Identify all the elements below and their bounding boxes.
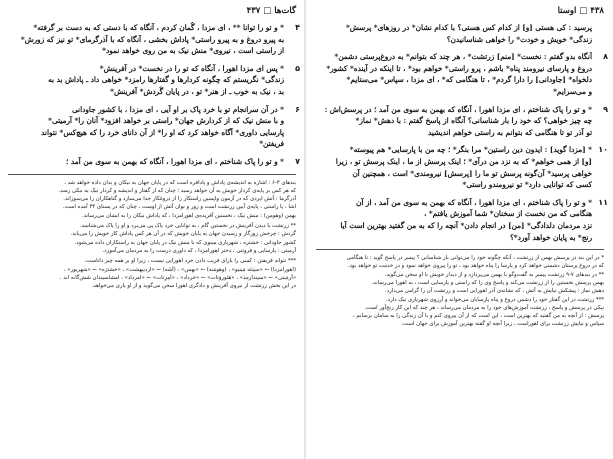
verse-number: ۷ [295, 156, 300, 166]
verse-line: * [مزدا گوید] : ایدون دین راستین* مرا بنگر* ؛ چه من با پارسایی* هم پیوسته* [349, 145, 592, 155]
page-body [8, 22, 300, 290]
verse-block [8, 63, 300, 98]
verse-line: پارسایی داوری* آگاه خواهد کرد که او را* از آن دانای خرد را که هیچ‌کس* نتواند [41, 127, 284, 137]
verse-line: رنج* به پایان خواهد آورد*؟ [509, 232, 592, 242]
footnote-line: نیکی در پرسش و پاسخ ، زرتشت آموزش‌های خود را به مردمان می‌رساند ، هر چند که این کار رنج‌آور است. [364, 304, 604, 311]
verse-number: ۹ [603, 104, 608, 114]
footnote-line: کشور جاودانی : خشتره ، شهریاری مینوی که با منش نیک در پایان جهان به راستکاران داده می‌شود. [74, 239, 296, 246]
verse-line: پرسید : کی هستی [و] از کدام کس هستی؟ با کدام نشان* در روزهای* پرسش* [345, 23, 592, 32]
verse-block [316, 104, 608, 139]
footnote-line: بندهای ۴-۶ : اشاره به اندیشه‌ی پاداش و پادافره است که در پایان جهان به نیکان و بدان داده خواهد شد ، [64, 179, 296, 186]
footnote-line: اشا ، یا راستی ، پایه‌ی آیین زرتشت است و زور و توان آتش از اوست ، چنان که در یسنای ۳۴ آمده است. [62, 204, 296, 211]
footnote-line: سپاس و نیایش زرتشت برای اهوراست ، زیرا آنچه او گفته بهترین آموزش برای جهان است. [401, 321, 604, 328]
verse-line: و با منش نیک که از کردارش جهان* راستی بر خواهد افزود* آنان را* آرمیتی* [48, 116, 284, 126]
footnote-line: گردش : چرخش روزگار و رسیدن جهان به پایان خویش که در آن هر کس پاداش کار خویش را می‌یابد. [70, 231, 296, 238]
verse-block [316, 51, 608, 97]
footnote-line: بهمن پرسش نخستین را از زرتشت می‌کند و پاسخ وی را که راستی و پارسایی است ، به اهورا می‌رساند. [371, 279, 604, 286]
verse-line: * در آن سرانجام تو با خرد پاک بر او آیی ، ای مزدا ، با کشور جاودانی [71, 104, 284, 114]
book-gutter [304, 0, 306, 459]
verse-line: کسی که توانایی دارد* تو نیرومندو راستی* [462, 180, 592, 190]
footnote-line: *** زرتشت در این گفتار خود را دشمن دروغ و پناه پارسایان می‌خواند و آرزوی شهریاری نیک دارد. [385, 296, 604, 303]
footnote-line: «آرمَیتی» ← «سپندارمذ» ، «هَئوروَتات» ← «خرداد» ، «اَمِرِتات» ← «امرداد» ، امشاسپندان شش‌گانه اند . [59, 274, 296, 281]
page-header [8, 5, 296, 17]
footnote-line: آرمیتی : پارسایی و فروتنی ، دختر اهورامزدا ، که داوری درست را به مردمان می‌آموزد. [102, 247, 296, 254]
verse-line: دروغ و پارسای نیرومند پناه* باشم ، پرو راستی* خواهم بود* ، تا اینکه در آینده* کشور* [326, 63, 592, 73]
verse-number: ۴ [295, 23, 300, 32]
footnote-line: در این بخش زرتشت از نیروی آفرینش و دادگری اهورا سخن می‌گوید و از او یاری می‌خواهد. [91, 283, 296, 290]
verse-line: * پس ای مزدا اهورا ، آنگاه که تو را در نخست* در آفرینش* [99, 63, 284, 73]
verse-number: ۶ [295, 104, 300, 114]
verse-line: به پیرو دروغ و به پیرو راستی* پاداش بخشی ، آنگاه که با آذرگرمای* تو نیز که زورش* [20, 34, 284, 44]
footnote-line: ** در بندهای ۷-۹ زرتشت پیمبر به گفت‌وگو با بهمن می‌پردازد و از دیدار خویش با او سخن می‌گوید. [384, 271, 604, 278]
footnote-line: که هر کس بر پایه‌ی کردار خویش به آن خواهد رسید ؛ چنان که از گفتار و اندیشه و کردار نیک به نیکی رسد. [58, 187, 296, 194]
verse-line: [و] از همی خواهم* که به نزد من درآی* ؛ اینک پرسش از ما ، اینک پرسش تو ، زیرا [335, 156, 592, 166]
footnote-line: که در دروغ پرستان دشمنی خواهد کرد و پارسا را پناه خواهد بود ، تو را پیروی خواهد نمود و در خدمت تو خواهد بود. [347, 263, 604, 270]
verse-line: فریفتن* [259, 139, 284, 149]
verse-line: چه چیز خواهی؟ که خود را بار شناسانی؟ آنگاه از پاسخ گفتم : با دهش* نماز* [355, 116, 592, 126]
verse-line: دلخواه* [جاودانی] را دارا گردم* ، تا هنگامی که* ، ای مزدا ، سپاس* می‌ستایم* [346, 75, 592, 85]
verse-number: ۵ [295, 63, 300, 73]
verse-block [8, 22, 300, 57]
verse-line: زندگی* خویش و خودت* را خواهی شناسانیدن؟ [446, 34, 592, 44]
running-title: گات‌ها □ ۴۳۷ [246, 6, 296, 16]
footnote-rule [8, 174, 296, 175]
footnote-line: بهمن (وهومن) : منش نیک ، نخستین آفریده‌ی اهورامزدا ، که پاداش نیکان را به ایشان می‌رساند. [81, 212, 296, 219]
verse-line: تو آذر تو تا هنگامی که بتوانم به راستی خواهم اندیشید [427, 127, 592, 137]
verse-line: * و تو را توانا ** ، ای مزدا ، گُمان کردم ، آنگاه که با دستی که به دست بر گرفته* [33, 23, 284, 32]
footnote-line: *** نتواند فریفتن : کسی را یارای فریب دادن خرد اهورایی نیست ، زیرا او بر همه چیز داناست. [84, 258, 296, 265]
verse-line: خواهی پرسید* آن‌گونه پرسش تو ما را [پرسش] نیرومندی* است ، همچنین آن [352, 168, 592, 178]
verse-line: از راستی است ، نیروی* منش نیک به من روی خواهد نمود* [102, 46, 284, 56]
verse-line: نزد مردمان دلدادگی* [من] در انجام دادن* آنچه را که به من گفتید بهترین است آیا [340, 220, 592, 230]
footnote-line: ** زرتشت با دیدن آفرینش در نخستین گام ، به توانایی خرد پاک پی می‌برد و او را پاک می‌شناسد. [79, 223, 296, 230]
footnote-line: * در این بند در پرسش بهمن از زرتشت ، آنکه چگونه خود را می‌توانی باز شناسانی ؟ پیمبر در پاسخ گوید : تا هنگامی [346, 255, 604, 262]
page-header [316, 5, 604, 17]
verse-line: * و تو را پاک شناختم ، ای مزدا اهورا ، آنگاه که بهمن به سوی من آمد ؛ [66, 156, 284, 166]
verse-line: * و تو را پاک شناختم ، ای مزدا اهورا ، آنگاه که بهمن به سوی من آمد ؛ در پرسش‌اش : [324, 104, 592, 114]
verse-line: و می‌سرایم* [553, 86, 592, 96]
verse-line: * و تو را پاک شناختم ، ای مزدا اهورا ، آنگاه که بهمن به سوی من آمد ، از آن [356, 197, 592, 207]
page-body [316, 22, 608, 329]
verse-line: زندگی* نگریستم که چگونه کردارها و گفتارها رامزد* خواهی داد ـ پاداش بد به [48, 75, 284, 85]
footnote-line: آذرگرما : آتش ایزدی که در آزمون واپسین راستکار را از دروغکار جدا می‌سازد و گناهکاران را می‌سوزاند. [63, 196, 296, 203]
left-page [4, 0, 300, 459]
footnote-line: پرسش : از آنچه به من گفتید که بهترین است ، این است که از آن پیروی کنم و با آن زندگی را به سامان برسانم ، [352, 313, 604, 320]
verse-block [316, 22, 604, 45]
verse-number: ۱۰ [598, 145, 608, 155]
right-page [312, 0, 608, 459]
footnote-line: دهش نماز : پیشکش نیایش به آتش ، که نشانه‌ی آذر اهورایی است و زرتشت آن را گرامی می‌دارد. [385, 288, 604, 295]
verse-block [316, 197, 608, 243]
footnote-rule [316, 249, 604, 250]
verse-line: آنگاه بدو گفتم : نخست* [منم] زرتشت* ، هر چند که بتوانم* به دروغ‌پرستی دشمن* [334, 52, 592, 62]
verse-number: ۸ [603, 52, 608, 62]
running-title: ۴۳۸ □ اوستا [557, 6, 604, 16]
verse-block [8, 104, 300, 150]
footnote-line: (اهورامزدا) ← «سپَنتَه مَینیو» ، (وهومَنه) ← «بهمن» ، (اَشَه) ← «اردیبهشت» ، «خشترَه» ← «شهریور» ، [63, 266, 296, 273]
verse-line: هنگامی که من نخست از سخنان* شما آموزش یافتم* ، [423, 209, 592, 219]
verse-block [316, 144, 608, 190]
verse-number: ۱۱ [598, 197, 608, 207]
verse-line: بد ، نیک به خوب ـ از هنر* تو ، در پایان گَردش* آفرینش* [110, 86, 284, 96]
verse-block [8, 156, 300, 168]
